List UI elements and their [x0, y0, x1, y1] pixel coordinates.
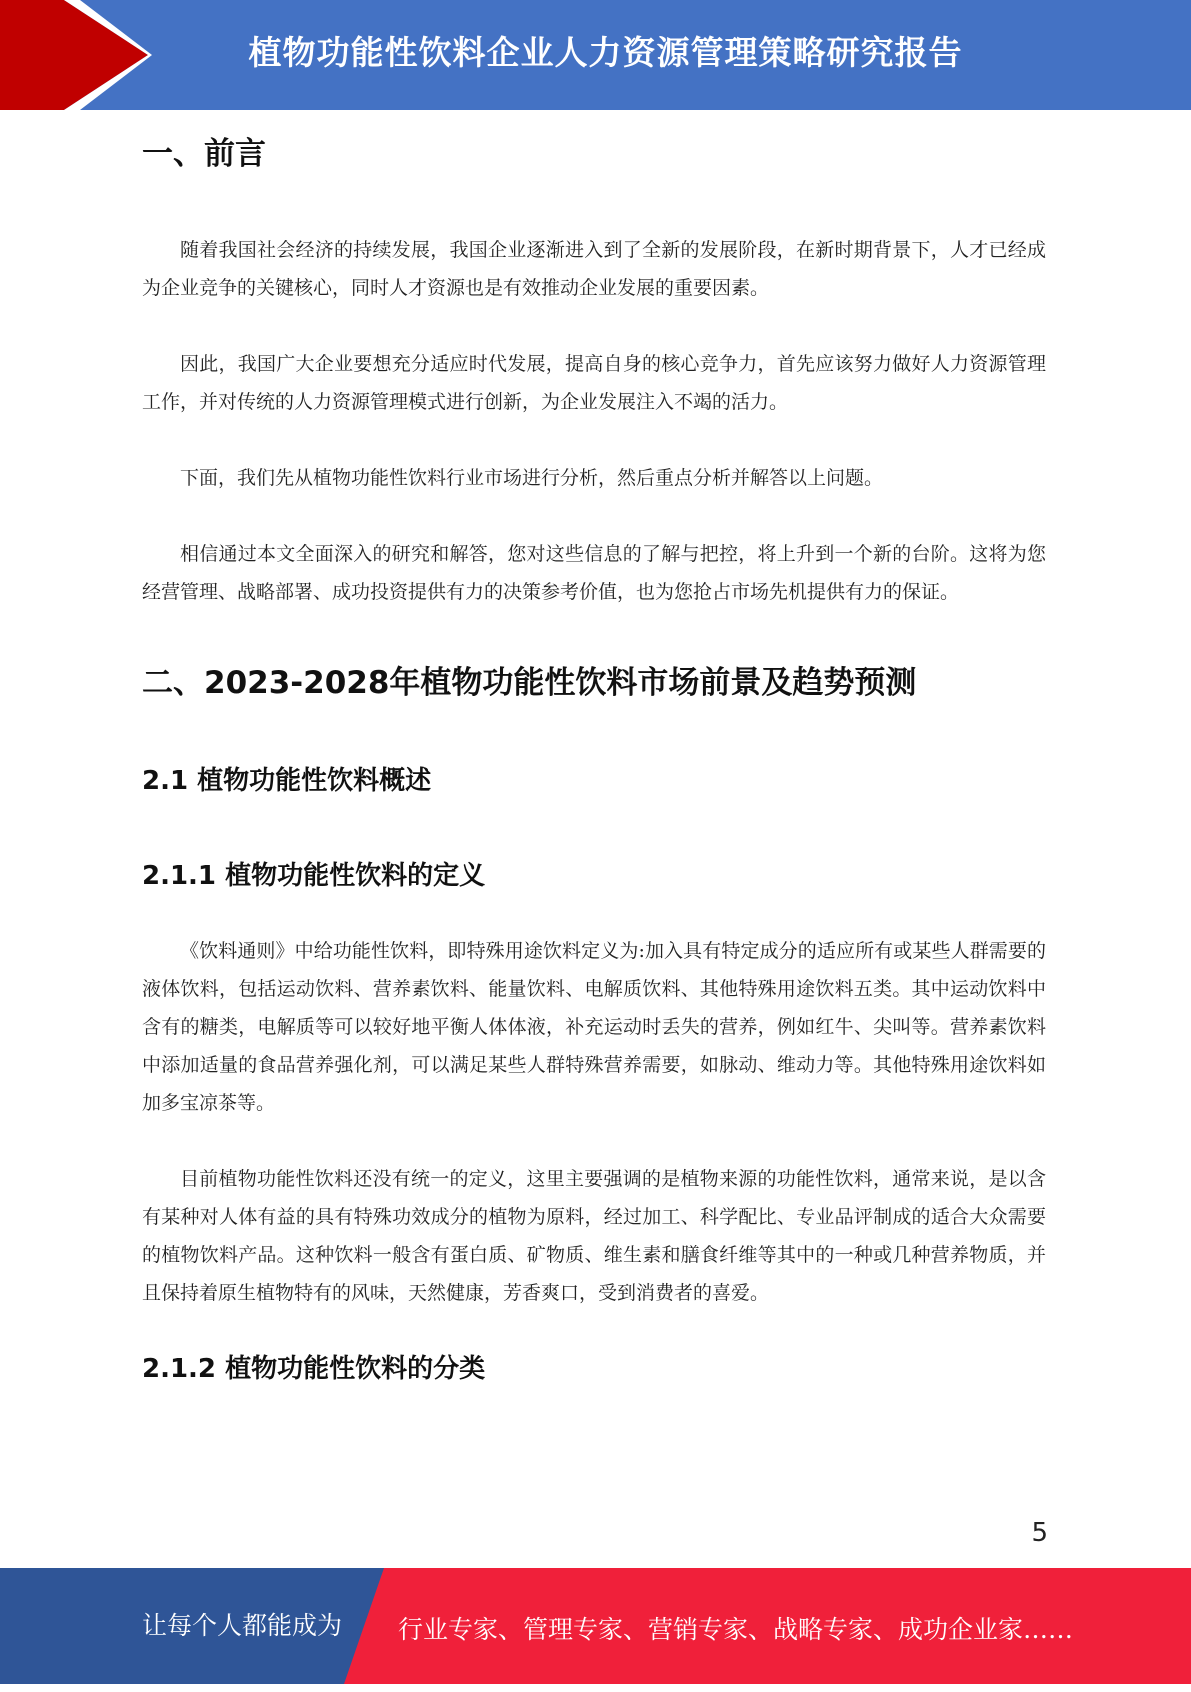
page-header [0, 0, 1191, 110]
subsection-heading-classification: 2.1.2 植物功能性饮料的分类 [142, 1354, 486, 1384]
subsection-heading-overview: 2.1 植物功能性饮料概述 [142, 766, 432, 796]
paragraph: 下面，我们先从植物功能性饮料行业市场进行分析，然后重点分析并解答以上问题。 [180, 467, 884, 489]
page-footer [0, 1568, 1191, 1684]
paragraph: 因此，我国广大企业要想充分适应时代发展，提高自身的核心竞争力，首先应该努力做好人力资源管理工作，并对传统的人力资源管理模式进行创新，为企业发展注入不竭的活力。 [142, 353, 1046, 413]
page-number: 5 [1031, 1518, 1048, 1548]
paragraph: 目前植物功能性饮料还没有统一的定义，这里主要强调的是植物来源的功能性饮料，通常来说，是以含有某种对人体有益的具有特殊功效成分的植物为原料，经过加工、科学配比、专业品评制成的适合大众需要的植物饮料产品。这种饮料一般含有蛋白质、矿物质、维生素和膳食纤维等其中的一种或几种营养物质，并且保持着原生植物特有的风味，天然健康，芳香爽口，受到消费者的喜爱。 [142, 1168, 1046, 1304]
report-title: 植物功能性饮料企业人力资源管理策略研究报告 [248, 33, 963, 72]
footer-slogan-right: 行业专家、管理专家、营销专家、战略专家、成功企业家…… [398, 1615, 1074, 1644]
paragraph: 随着我国社会经济的持续发展，我国企业逐渐进入到了全新的发展阶段，在新时期背景下，人才已经成为企业竞争的关键核心，同时人才资源也是有效推动企业发展的重要因素。 [142, 239, 1046, 299]
document-body [142, 128, 1046, 1385]
paragraph: 相信通过本文全面深入的研究和解答，您对这些信息的了解与把控，将上升到一个新的台阶。这将为您经营管理、战略部署、成功投资提供有力的决策参考价值，也为您抢占市场先机提供有力的保证。 [142, 543, 1046, 603]
footer-slogan-left: 让每个人都能成为 [142, 1611, 343, 1640]
subsection-heading-definition: 2.1.1 植物功能性饮料的定义 [142, 861, 486, 891]
section-heading-preface: 一、前言 [142, 136, 266, 172]
section-heading-market: 二、2023-2028年植物功能性饮料市场前景及趋势预测 [142, 665, 917, 701]
paragraph: 《饮料通则》中给功能性饮料，即特殊用途饮料定义为:加入具有特定成分的适应所有或某些人群需要的液体饮料，包括运动饮料、营养素饮料、能量饮料、电解质饮料、其他特殊用途饮料五类。其中运动饮料中含有的糖类，电解质等可以较好地平衡人体体液，补充运动时丢失的营养，例如红牛、尖叫等。营养素饮料中添加适量的食品营养强化剂，可以满足某些人群特殊营养需要，如脉动、维动力等。其他特殊用途饮料如加多宝凉茶等。 [142, 940, 1046, 1114]
